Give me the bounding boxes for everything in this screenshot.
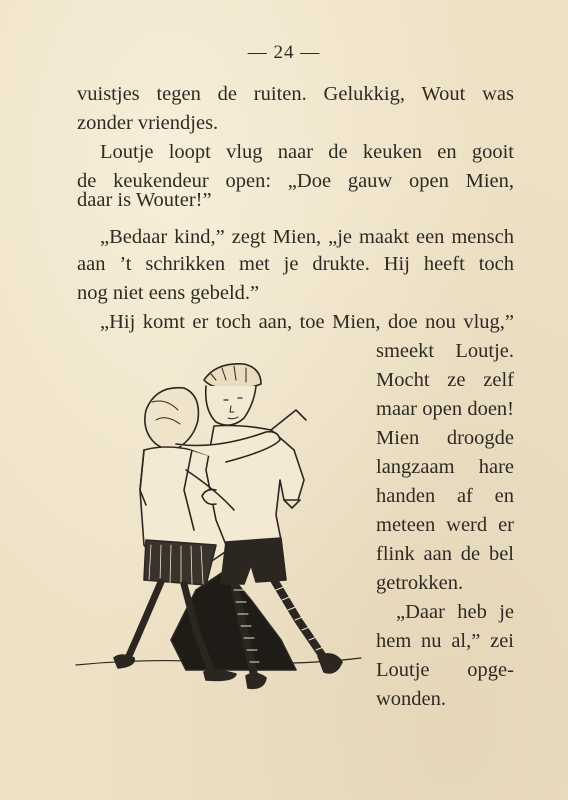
children-hugging-illustration — [66, 340, 366, 710]
side-text-line: „Daar heb je — [396, 601, 514, 623]
side-text-line: flink aan de bel — [376, 543, 514, 565]
side-text-line: getrokken. — [376, 572, 464, 594]
side-text-line: wonden. — [376, 688, 447, 710]
text-line: aan ’t schrikken met je drukte. Hij heeft toch — [77, 253, 514, 275]
side-text-line: langzaam hare — [376, 456, 514, 478]
text-line: „Bedaar kind,” zegt Mien, „je maakt een mensch — [100, 226, 514, 248]
side-text-line: smeekt Loutje. — [376, 340, 514, 362]
side-text-line: Loutje opge- — [376, 659, 514, 681]
text-line: Loutje loopt vlug naar de keuken en gooit — [100, 141, 514, 163]
text-line: nog niet eens gebeld.” — [77, 282, 260, 304]
side-text-line: maar open doen! — [376, 398, 514, 420]
text-line: vuistjes tegen de ruiten. Gelukkig, Wout was — [77, 83, 514, 105]
side-text-line: meteen werd er — [376, 514, 514, 536]
text-line: daar is Wouter!” — [77, 189, 212, 211]
side-text-line: handen af en — [376, 485, 514, 507]
text-line: zonder vriendjes. — [77, 112, 219, 134]
text-line: „Hij komt er toch aan, toe Mien, doe nou vlug,” — [100, 311, 514, 333]
side-text-line: Mocht ze zelf — [376, 369, 514, 391]
side-text-line: Mien droogde — [376, 427, 514, 449]
side-text-line: hem nu al,” zei — [376, 630, 514, 652]
text-line: de keukendeur open: „Doe gauw open Mien, — [77, 170, 514, 192]
page-number: — 24 — — [247, 42, 321, 63]
